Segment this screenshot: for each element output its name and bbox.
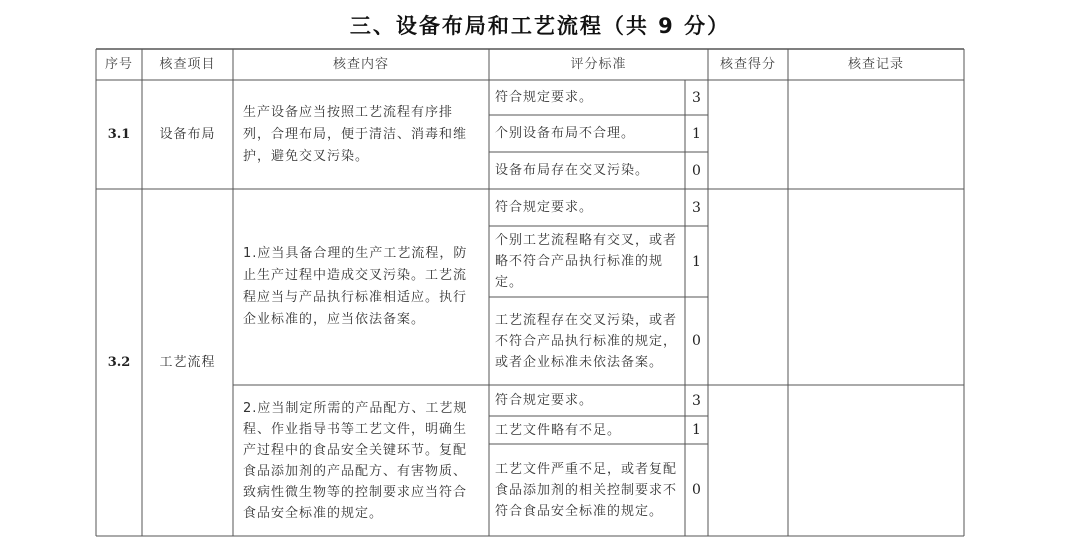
criterion-points: 0: [692, 482, 701, 498]
row-seq: 3.1: [107, 126, 131, 142]
criterion-points: 1: [692, 125, 701, 142]
page-title: 三、设备布局和工艺流程（共 9 分）: [349, 14, 731, 38]
criterion-points: 3: [692, 199, 701, 216]
score-cell[interactable]: [708, 80, 788, 189]
criterion-text: 工艺文件略有不足。: [495, 422, 622, 438]
header-content: 核查内容: [332, 56, 389, 72]
header-score: 核查得分: [719, 56, 776, 72]
row-item: 工艺流程: [159, 354, 216, 370]
header-standard: 评分标准: [570, 56, 627, 72]
record-cell[interactable]: [788, 385, 964, 536]
criterion-text: 工艺文件严重不足，或者复配食品添加剂的相关控制要求不符合食品安全标准的规定。: [495, 461, 678, 519]
score-cell[interactable]: [708, 385, 788, 536]
criterion-points: 3: [692, 392, 701, 409]
header-seq: 序号: [104, 56, 133, 72]
criterion-text: 个别工艺流程略有交叉，或者略不符合产品执行标准的规定。: [495, 233, 678, 290]
criterion-text: 工艺流程存在交叉污染，或者不符合产品执行标准的规定，或者企业标准未依法备案。: [495, 312, 678, 370]
criterion-points: 1: [692, 253, 701, 270]
row-content: 2.应当制定所需的产品配方、工艺规程、作业指导书等工艺文件，明确生产过程中的食品安全关键环节。复配食品添加剂的产品配方、有害物质、致病性微生物等的控制要求应当符合食品安全标准的规定。: [243, 400, 468, 521]
criterion-text: 符合规定要求。: [495, 393, 594, 408]
row-content: 生产设备应当按照工艺流程有序排列，合理布局，便于清洁、消毒和维护，避免交叉污染。: [243, 104, 468, 164]
record-cell[interactable]: [788, 80, 964, 189]
criterion-points: 0: [692, 333, 701, 349]
criterion-text: 设备布局存在交叉污染。: [495, 163, 650, 178]
criterion-text: 符合规定要求。: [495, 200, 594, 215]
record-cell[interactable]: [788, 189, 964, 385]
criterion-points: 3: [692, 89, 701, 106]
header-record: 核查记录: [847, 56, 904, 72]
criterion-text: 符合规定要求。: [495, 90, 594, 105]
score-cell[interactable]: [708, 189, 788, 385]
row-content: 1.应当具备合理的生产工艺流程，防止生产过程中造成交叉污染。工艺流程应当与产品执行标准相适应。执行企业标准的，应当依法备案。: [243, 246, 468, 327]
criterion-points: 1: [692, 422, 701, 438]
header-item: 核查项目: [159, 56, 216, 72]
row-item: 设备布局: [159, 126, 216, 142]
criterion-text: 个别设备布局不合理。: [495, 126, 636, 141]
row-seq: 3.2: [107, 354, 131, 370]
criterion-points: 0: [692, 162, 701, 179]
